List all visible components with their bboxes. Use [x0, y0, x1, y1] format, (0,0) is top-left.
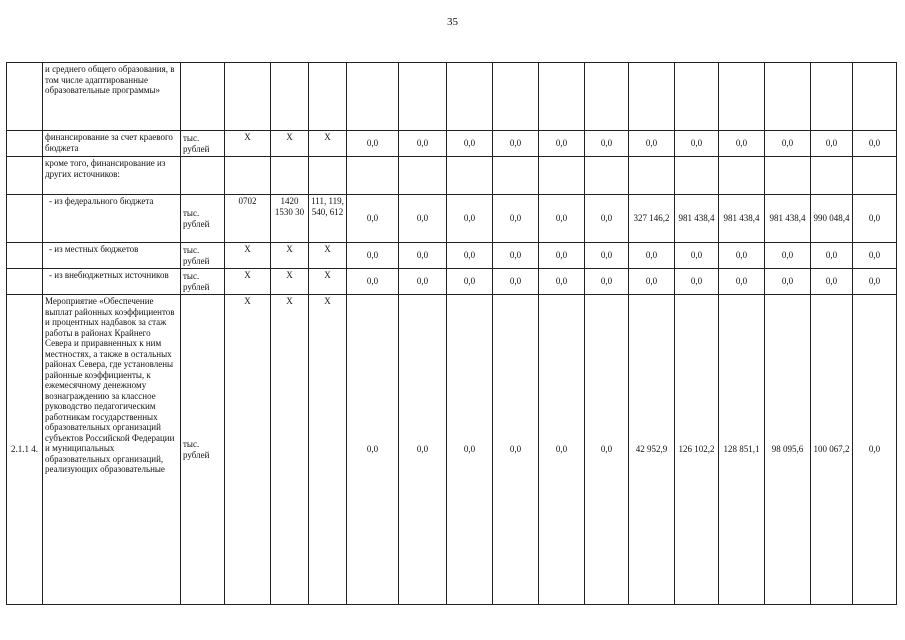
row-name-cell: Мероприятие «Обеспечение выплат районных коэффициентов и процентных надбавок за стаж работы в районах Крайнего Севера и приравненных к ним местностях, а также в остальных районах Севера, где установлены районные коэффициенты, к ежемесячному денежному вознаграждению за классное руководство педагогическим работникам государственных образовательных организаций субъектов Российской Федерации и муниципальных образовательных организаций, реализующих образовательные [43, 295, 181, 605]
grbs-code-cell [225, 157, 271, 195]
rzpr-code-cell: Х [271, 243, 309, 269]
row-id-cell [7, 157, 43, 195]
value-cell: 0,0 [347, 243, 399, 269]
value-cell: 126 102,2 [675, 295, 719, 605]
value-cell: 0,0 [585, 195, 629, 243]
row-name-cell: - из федерального бюджета [43, 195, 181, 243]
unit-cell [181, 157, 225, 195]
row-id-cell [7, 195, 43, 243]
page-number: 35 [447, 16, 458, 28]
value-cell: 0,0 [853, 131, 897, 157]
grbs-code-cell [225, 63, 271, 131]
row-name-cell: - из местных бюджетов [43, 243, 181, 269]
rzpr-code-cell: Х [271, 131, 309, 157]
value-cell: 327 146,2 [629, 195, 675, 243]
value-cell [853, 63, 897, 131]
value-cell [347, 157, 399, 195]
row-id-cell [7, 269, 43, 295]
unit-cell [181, 63, 225, 131]
row-id-cell [7, 131, 43, 157]
value-cell: 981 438,4 [719, 195, 765, 243]
rzpr-code-cell [271, 63, 309, 131]
value-cell: 0,0 [719, 243, 765, 269]
value-cell [539, 157, 585, 195]
table-row [7, 131, 897, 157]
value-cell: 98 095,6 [765, 295, 811, 605]
value-cell [493, 63, 539, 131]
value-cell [539, 63, 585, 131]
row-id-cell [7, 63, 43, 131]
value-cell [493, 157, 539, 195]
value-cell: 0,0 [347, 295, 399, 605]
value-cell [719, 63, 765, 131]
value-cell: 0,0 [675, 269, 719, 295]
value-cell: 0,0 [853, 295, 897, 605]
value-cell: 0,0 [399, 269, 447, 295]
value-cell: 0,0 [539, 269, 585, 295]
rzpr-code-cell [271, 157, 309, 195]
value-cell: 0,0 [539, 195, 585, 243]
value-cell [675, 63, 719, 131]
row-name-cell: - из внебюджетных источников [43, 269, 181, 295]
unit-cell: тыс. рублей [181, 243, 225, 269]
value-cell: 0,0 [765, 131, 811, 157]
value-cell: 981 438,4 [675, 195, 719, 243]
value-cell: 0,0 [493, 295, 539, 605]
value-cell: 0,0 [585, 243, 629, 269]
value-cell [675, 157, 719, 195]
value-cell: 0,0 [585, 269, 629, 295]
value-cell: 0,0 [629, 243, 675, 269]
rzpr-code-cell: Х [271, 269, 309, 295]
unit-cell: тыс. рублей [181, 269, 225, 295]
value-cell: 0,0 [629, 269, 675, 295]
value-cell: 990 048,4 [811, 195, 853, 243]
table-row [7, 195, 897, 243]
value-cell: 0,0 [399, 295, 447, 605]
value-cell [629, 157, 675, 195]
value-cell: 0,0 [347, 195, 399, 243]
value-cell [719, 157, 765, 195]
value-cell: 0,0 [493, 131, 539, 157]
value-cell: 0,0 [399, 195, 447, 243]
grbs-code-cell: Х [225, 131, 271, 157]
value-cell: 0,0 [447, 131, 493, 157]
value-cell [399, 63, 447, 131]
table-row [7, 157, 897, 195]
grbs-code-cell: Х [225, 295, 271, 605]
rzpr-code-cell: Х [271, 295, 309, 605]
value-cell: 100 067,2 [811, 295, 853, 605]
table-body [7, 63, 897, 605]
grbs-code-cell: 0702 [225, 195, 271, 243]
vr-code-cell: Х [309, 243, 347, 269]
unit-cell: тыс. рублей [181, 295, 225, 605]
vr-code-cell: 111, 119, 540, 612 [309, 195, 347, 243]
value-cell: 0,0 [719, 131, 765, 157]
budget-table [6, 62, 897, 605]
value-cell [447, 63, 493, 131]
value-cell [811, 63, 853, 131]
vr-code-cell [309, 157, 347, 195]
value-cell: 0,0 [765, 243, 811, 269]
row-name-cell: кроме того, финансирование из других источников: [43, 157, 181, 195]
table-row [7, 295, 897, 605]
value-cell: 0,0 [539, 243, 585, 269]
value-cell [811, 157, 853, 195]
value-cell [629, 63, 675, 131]
value-cell: 0,0 [539, 295, 585, 605]
value-cell: 0,0 [347, 269, 399, 295]
value-cell: 0,0 [399, 131, 447, 157]
table-row [7, 269, 897, 295]
value-cell: 0,0 [447, 295, 493, 605]
grbs-code-cell: Х [225, 269, 271, 295]
table-row [7, 243, 897, 269]
value-cell: 0,0 [811, 269, 853, 295]
value-cell: 0,0 [585, 295, 629, 605]
value-cell: 0,0 [447, 243, 493, 269]
value-cell [853, 157, 897, 195]
value-cell: 981 438,4 [765, 195, 811, 243]
vr-code-cell: Х [309, 295, 347, 605]
value-cell [347, 63, 399, 131]
unit-cell: тыс. рублей [181, 131, 225, 157]
value-cell: 0,0 [675, 131, 719, 157]
row-name-cell: финансирование за счет краевого бюджета [43, 131, 181, 157]
value-cell: 0,0 [853, 243, 897, 269]
row-id-cell: 2.1.1 4. [7, 295, 43, 605]
value-cell: 0,0 [539, 131, 585, 157]
value-cell [399, 157, 447, 195]
value-cell: 0,0 [719, 269, 765, 295]
value-cell: 0,0 [347, 131, 399, 157]
value-cell: 0,0 [493, 243, 539, 269]
value-cell: 0,0 [447, 195, 493, 243]
table-row [7, 63, 897, 131]
value-cell [765, 157, 811, 195]
rzpr-code-cell: 1420 1530 30 [271, 195, 309, 243]
vr-code-cell: Х [309, 269, 347, 295]
grbs-code-cell: Х [225, 243, 271, 269]
value-cell: 0,0 [585, 131, 629, 157]
value-cell: 0,0 [675, 243, 719, 269]
vr-code-cell: Х [309, 131, 347, 157]
vr-code-cell [309, 63, 347, 131]
value-cell: 0,0 [399, 243, 447, 269]
value-cell [447, 157, 493, 195]
value-cell [585, 157, 629, 195]
value-cell: 0,0 [447, 269, 493, 295]
value-cell: 42 952,9 [629, 295, 675, 605]
row-name-cell: и среднего общего образования, в том числе адаптированные образовательные программы» [43, 63, 181, 131]
value-cell [585, 63, 629, 131]
value-cell: 0,0 [629, 131, 675, 157]
unit-cell: тыс. рублей [181, 195, 225, 243]
value-cell: 128 851,1 [719, 295, 765, 605]
value-cell: 0,0 [493, 195, 539, 243]
value-cell: 0,0 [493, 269, 539, 295]
value-cell: 0,0 [811, 131, 853, 157]
value-cell [765, 63, 811, 131]
value-cell: 0,0 [853, 269, 897, 295]
value-cell: 0,0 [811, 243, 853, 269]
value-cell: 0,0 [765, 269, 811, 295]
row-id-cell [7, 243, 43, 269]
value-cell: 0,0 [853, 195, 897, 243]
